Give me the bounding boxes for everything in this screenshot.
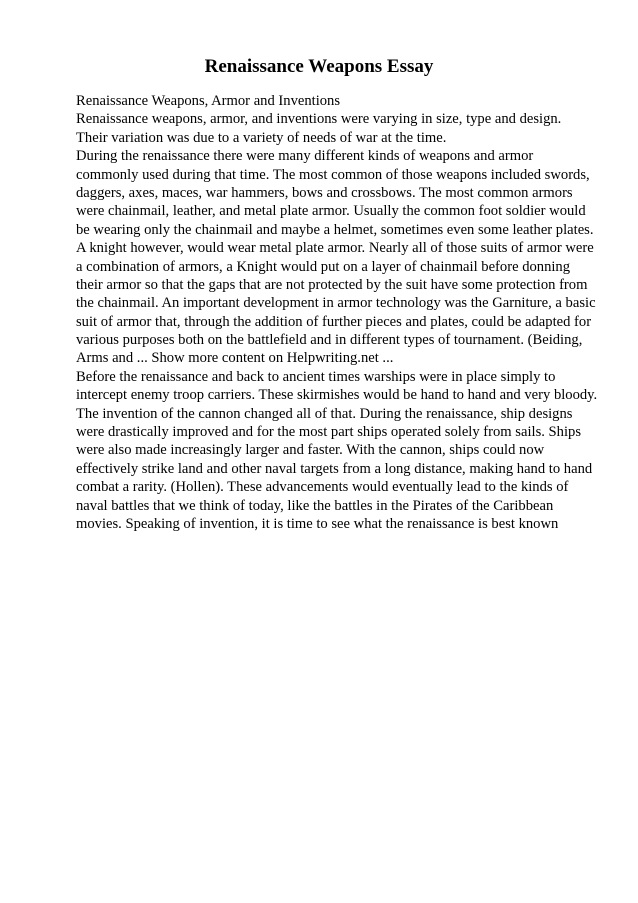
text-line: daggers, axes, maces, war hammers, bows and crossbows. The most common armors <box>76 184 573 201</box>
text-line: a combination of armors, a Knight would put on a layer of chainmail before donning <box>76 258 571 275</box>
text-line: were also made increasingly larger and faster. With the cannon, ships could now <box>76 442 545 459</box>
document-title: Renaissance Weapons Essay <box>204 56 434 77</box>
text-line: Arms and ... Show more content on Helpwriting.net ... <box>76 350 394 367</box>
text-line: A knight however, would wear metal plate armor. Nearly all of those suits of armor were <box>76 240 594 257</box>
text-line: Renaissance Weapons, Armor and Inventions <box>76 93 341 109</box>
text-line: During the renaissance there were many different kinds of weapons and armor <box>76 148 534 165</box>
document-body <box>76 92 596 533</box>
text-line: be wearing only the chainmail and maybe a helmet, sometimes even some leather plates. <box>76 221 594 238</box>
text-line: their armor so that the gaps that are not protected by the suit have some protection from <box>76 276 588 293</box>
text-line: commonly used during that time. The most common of those weapons included swords, <box>76 166 590 183</box>
text-line: effectively strike land and other naval targets from a long distance, making hand to hand <box>76 460 593 477</box>
text-line: various purposes both on the battlefield and in different types of tournament. (Beiding, <box>76 332 583 349</box>
text-line: combat a rarity. (Hollen). These advancements would eventually lead to the kinds of <box>76 479 569 496</box>
text-line: were drastically improved and for the most part ships operated solely from sails. Ships <box>76 424 581 441</box>
text-line: The invention of the cannon changed all of that. During the renaissance, ship designs <box>76 405 573 422</box>
text-line: movies. Speaking of invention, it is time to see what the renaissance is best known <box>76 515 559 532</box>
text-line: Before the renaissance and back to ancient times warships were in place simply to <box>76 368 556 385</box>
text-line: intercept enemy troop carriers. These skirmishes would be hand to hand and very bloody. <box>76 387 598 404</box>
text-line: Renaissance weapons, armor, and inventions were varying in size, type and design. <box>76 111 562 128</box>
text-line: naval battles that we think of today, like the battles in the Pirates of the Caribbean <box>76 497 554 514</box>
text-line: suit of armor that, through the addition of further pieces and plates, could be adapted for <box>76 313 592 330</box>
text-line: Their variation was due to a variety of needs of war at the time. <box>76 129 447 146</box>
text-line: were chainmail, leather, and metal plate armor. Usually the common foot soldier would <box>76 203 586 220</box>
text-line: the chainmail. An important development in armor technology was the Garniture, a basic <box>76 295 596 312</box>
